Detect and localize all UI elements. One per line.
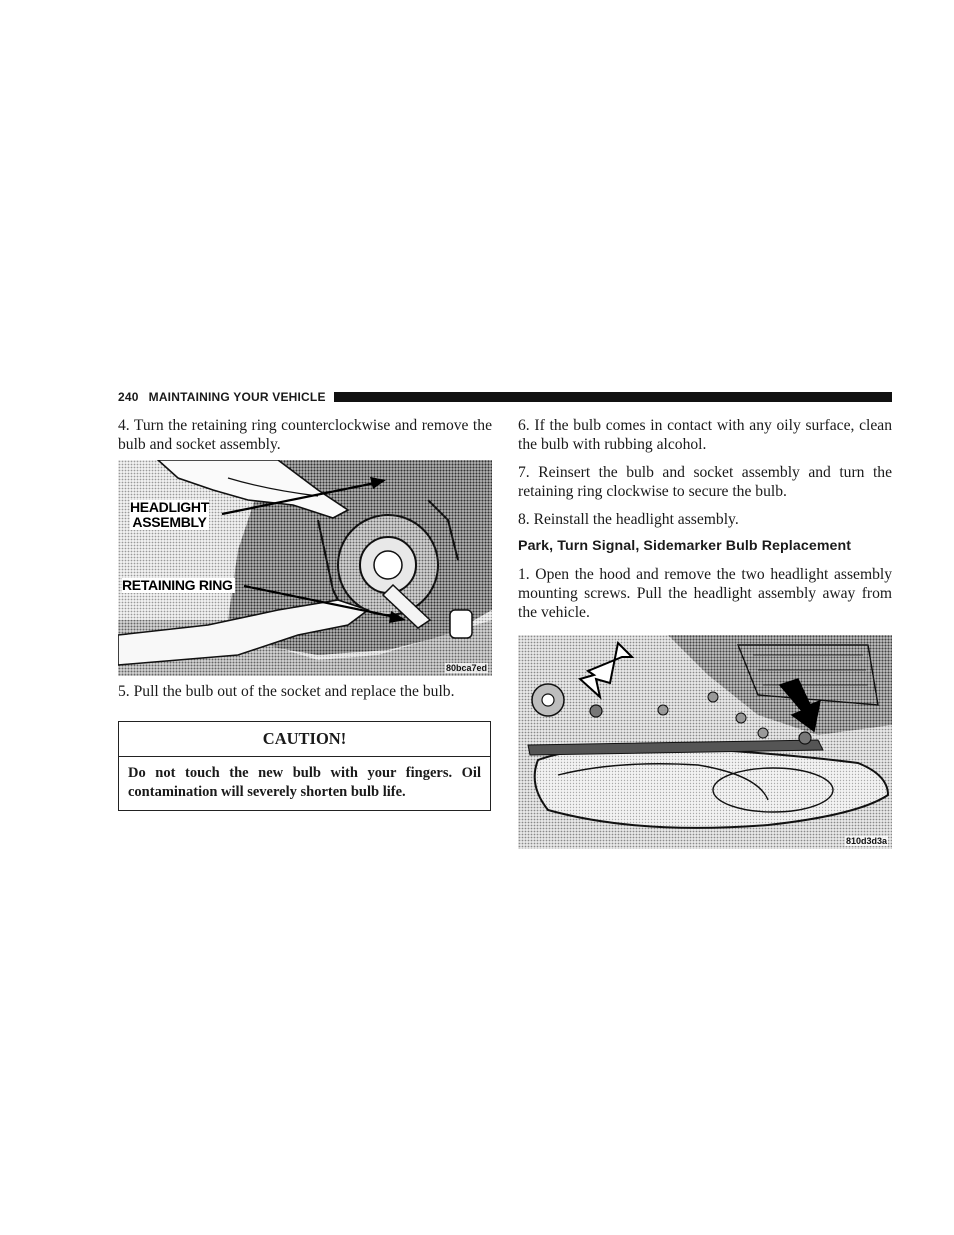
step-6-text: 6. If the bulb comes in contact with any oily surface, clean the bulb with rubbing alcohol. xyxy=(518,417,892,453)
step-8-text: 8. Reinstall the headlight assembly. xyxy=(518,511,739,528)
headlight-assembly-illustration xyxy=(118,460,492,676)
caution-text: Do not touch the new bulb with your fingers. Oil contamination will severely shorten bulb life. xyxy=(128,765,481,800)
section-subheading: Park, Turn Signal, Sidemarker Bulb Replacement xyxy=(518,538,852,554)
step-4-text: 4. Turn the retaining ring counterclockwise and remove the bulb and socket assembly. xyxy=(118,417,492,453)
retaining-ring-label: RETAINING RING xyxy=(122,577,233,593)
right-column xyxy=(518,416,892,849)
headlight-screws-illustration xyxy=(518,635,892,849)
left-column xyxy=(118,416,492,811)
caution-title: CAUTION! xyxy=(119,722,490,757)
headlight-screws-figure xyxy=(518,635,892,849)
page-number: 240 xyxy=(118,390,139,404)
headlight-assembly-label: HEADLIGHT ASSEMBLY xyxy=(130,499,209,530)
step-7-text: 7. Reinsert the bulb and socket assembly and turn the retaining ring clockwise to secure the bulb. xyxy=(518,464,892,500)
step-5-text: 5. Pull the bulb out of the socket and replace the bulb. xyxy=(118,683,455,700)
header-rule xyxy=(334,392,892,402)
section-title: MAINTAINING YOUR VEHICLE xyxy=(148,390,326,404)
page-header xyxy=(118,389,892,405)
caution-box xyxy=(118,721,491,811)
figure-code: 810d3d3a xyxy=(845,836,887,846)
figure-code: 80bca7ed xyxy=(445,663,487,673)
headlight-assembly-figure xyxy=(118,460,492,676)
step-1-text: 1. Open the hood and remove the two headlight assembly mounting screws. Pull the headlight assembly away from the vehicle. xyxy=(518,566,892,621)
